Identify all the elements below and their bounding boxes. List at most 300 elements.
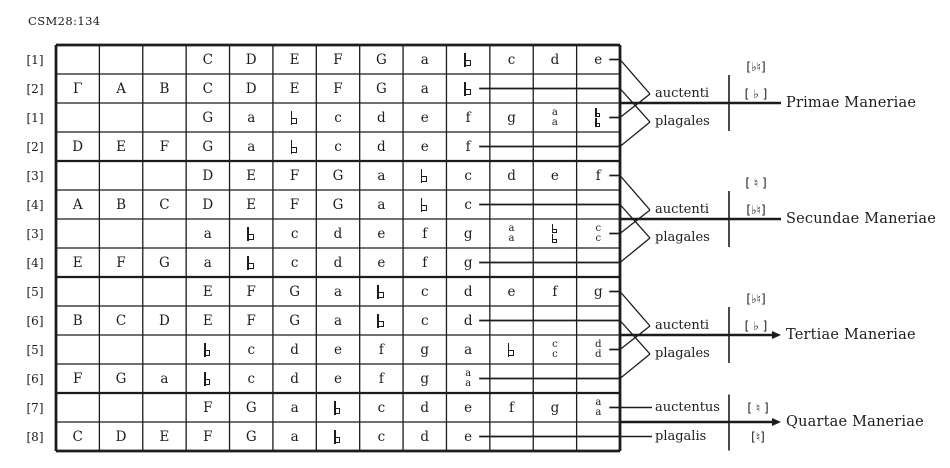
note-letter: a: [551, 117, 558, 128]
table-cell: [446, 393, 489, 422]
maneria-name: Quartae Maneriae: [786, 414, 924, 430]
square-b-glyph: [421, 169, 429, 183]
note-letter: f: [465, 138, 471, 155]
note-letter: e: [464, 428, 473, 445]
table-cell: [273, 393, 316, 422]
table-cell: [490, 45, 533, 74]
table-cell: [490, 219, 533, 248]
note-letter: c: [420, 312, 429, 329]
note-letter: d: [333, 254, 343, 271]
note-letter: G: [202, 138, 214, 155]
table-cell: [56, 74, 99, 103]
note-letter: F: [246, 283, 256, 300]
table-cell: [99, 364, 142, 393]
square-b-glyph: [291, 111, 299, 125]
note-letter: D: [115, 428, 127, 445]
note-letter: A: [72, 196, 83, 213]
table-cell: [230, 248, 273, 277]
note-letter: B: [159, 80, 170, 97]
table-cell: [186, 190, 229, 219]
chevron-line: [620, 321, 650, 355]
note-letter: c: [247, 341, 255, 358]
note-letter: F: [333, 80, 343, 97]
note-letter: a: [333, 283, 343, 300]
stacked-notes: [465, 369, 471, 388]
table-cell: [360, 306, 403, 335]
table-cell: [577, 277, 620, 306]
note-letter: g: [463, 254, 473, 271]
note-letter: F: [203, 399, 213, 416]
plagal-label: plagalis: [655, 428, 707, 444]
note-letter: a: [551, 107, 558, 118]
note-letter: D: [245, 51, 257, 68]
table-cell: [273, 306, 316, 335]
chevron-line: [620, 60, 650, 95]
table-cell: [143, 248, 186, 277]
square-b-glyph: [595, 118, 601, 127]
note-letter: D: [202, 167, 214, 184]
note-letter: a: [290, 399, 299, 416]
note-letter: E: [72, 254, 83, 271]
table-cell: [56, 132, 99, 161]
table-cell: [230, 364, 273, 393]
table-cell: [186, 45, 229, 74]
note-letter: c: [595, 233, 602, 244]
square-b-glyph: [464, 53, 472, 67]
note-letter: c: [420, 283, 429, 300]
table-cell: [99, 190, 142, 219]
note-letter: c: [247, 370, 255, 387]
note-letter: f: [595, 167, 601, 184]
accidental-top: [ ♮ ]: [745, 176, 767, 190]
table-cell: [186, 103, 229, 132]
square-b-glyph: [247, 256, 255, 270]
authentic-label: auctenti: [655, 202, 710, 217]
note-letter: E: [289, 51, 300, 68]
table-cell: [533, 277, 576, 306]
note-letter: c: [290, 254, 299, 271]
note-letter: a: [377, 196, 386, 213]
note-letter: G: [202, 109, 214, 126]
row-label: [2]: [26, 81, 44, 96]
table-cell: [403, 335, 446, 364]
square-b-glyph: [508, 343, 516, 357]
table-cell: [490, 161, 533, 190]
stacked-notes: [595, 224, 601, 243]
table-cell: [360, 335, 403, 364]
table-cell: [273, 219, 316, 248]
note-letter: d: [420, 399, 430, 416]
table-cell: [99, 132, 142, 161]
row-label: [5]: [26, 342, 44, 357]
note-letter: a: [420, 80, 429, 97]
table-cell: [56, 190, 99, 219]
table-cell: [446, 364, 489, 393]
row-label: [7]: [26, 400, 44, 415]
note-letter: F: [246, 312, 256, 329]
table-cell: [230, 219, 273, 248]
table-cell: [360, 422, 403, 451]
note-letter: a: [508, 223, 515, 234]
note-letter: d: [290, 370, 299, 387]
note-letter: f: [552, 283, 558, 300]
chevron-line: [620, 354, 650, 379]
note-letter: a: [464, 341, 473, 358]
square-b-glyph: [334, 401, 342, 415]
note-letter: c: [377, 428, 386, 445]
table-cell: [143, 190, 186, 219]
accidental-top: [♭♮]: [746, 292, 766, 306]
square-b-glyph: [421, 198, 429, 212]
note-letter: E: [246, 167, 257, 184]
note-letter: c: [334, 138, 342, 155]
note-letter: d: [333, 225, 343, 242]
table-cell: [360, 132, 403, 161]
row-label: [6]: [26, 313, 44, 328]
table-cell: [403, 364, 446, 393]
accidental-mid: [ ♭ ]: [744, 319, 768, 333]
note-letter: d: [420, 428, 430, 445]
table-cell: [446, 45, 489, 74]
table-cell: [273, 132, 316, 161]
note-letter: e: [333, 370, 342, 387]
note-letter: f: [465, 109, 471, 126]
table-cell: [360, 161, 403, 190]
table-cell: [186, 161, 229, 190]
note-letter: D: [245, 80, 257, 97]
note-letter: a: [420, 51, 429, 68]
note-letter: e: [594, 51, 603, 68]
square-b-glyph: [464, 82, 472, 96]
square-b-glyph: [291, 140, 299, 154]
table-cell: [186, 393, 229, 422]
authentic-label: auctenti: [655, 318, 710, 333]
table-cell: [360, 393, 403, 422]
note-letter: c: [377, 399, 386, 416]
table-cell: [186, 74, 229, 103]
table-cell: [360, 277, 403, 306]
row-label: [8]: [26, 429, 44, 444]
note-letter: a: [333, 312, 343, 329]
table-cell: [186, 277, 229, 306]
table-cell: [446, 103, 489, 132]
table-cell: [230, 103, 273, 132]
table-cell: [360, 103, 403, 132]
note-letter: G: [115, 370, 127, 387]
table-cell: [533, 219, 576, 248]
note-letter: c: [464, 167, 472, 184]
table-cell: [56, 306, 99, 335]
note-letter: f: [422, 254, 428, 271]
row-label: [4]: [26, 197, 44, 212]
row-label: [1]: [26, 52, 44, 67]
table-cell: [230, 161, 273, 190]
plagal-label: plagales: [655, 230, 710, 245]
table-cell: [273, 190, 316, 219]
note-letter: d: [463, 283, 473, 300]
note-letter: D: [159, 312, 170, 329]
table-cell: [273, 161, 316, 190]
table-cell: [230, 422, 273, 451]
table-cell: [316, 161, 359, 190]
table-cell: [360, 364, 403, 393]
note-letter: A: [116, 80, 126, 97]
square-b-glyph: [377, 285, 385, 299]
table-cell: [316, 393, 359, 422]
table-cell: [316, 277, 359, 306]
table-cell: [143, 132, 186, 161]
table-cell: [316, 132, 359, 161]
source-ref: CSM28:134: [28, 14, 101, 28]
table-cell: [230, 393, 273, 422]
table-cell: [446, 219, 489, 248]
stacked-notes: [552, 108, 558, 127]
table-cell: [230, 277, 273, 306]
table-cell: [186, 335, 229, 364]
note-letter: d: [550, 51, 560, 68]
table-cell: [56, 422, 99, 451]
note-letter: g: [593, 283, 603, 300]
note-letter: g: [507, 109, 516, 126]
table-cell: [273, 248, 316, 277]
table-cell: [577, 219, 620, 248]
note-letter: a: [203, 254, 212, 271]
note-letter: f: [378, 341, 384, 358]
square-b-glyph: [377, 314, 385, 328]
note-letter: G: [375, 51, 387, 68]
table-cell: [56, 248, 99, 277]
chevron-line: [620, 176, 650, 211]
stacked-notes: [552, 340, 558, 359]
table-cell: [490, 103, 533, 132]
square-b-glyph: [204, 372, 212, 386]
table-cell: [230, 306, 273, 335]
table-cell: [446, 277, 489, 306]
table-cell: [446, 132, 489, 161]
table-cell: [230, 190, 273, 219]
accidental-mid: [♭♮]: [746, 203, 766, 217]
table-cell: [273, 45, 316, 74]
note-letter: C: [72, 428, 83, 445]
table-cell: [446, 422, 489, 451]
note-letter: B: [72, 312, 83, 329]
square-b-glyph: [552, 234, 558, 243]
table-cell: [403, 219, 446, 248]
note-letter: E: [116, 138, 126, 155]
table-cell: [577, 335, 620, 364]
table-cell: [316, 45, 359, 74]
accidental-top: [ ♮ ]: [747, 400, 769, 415]
chevron-line: [620, 238, 650, 263]
note-letter: c: [595, 223, 602, 234]
table-cell: [99, 422, 142, 451]
note-letter: e: [507, 283, 516, 300]
table-cell: [230, 74, 273, 103]
chevron-line: [620, 205, 650, 239]
table-cell: [403, 132, 446, 161]
note-letter: F: [73, 370, 83, 387]
table-cell: [316, 335, 359, 364]
table-cell: [273, 335, 316, 364]
table-cell: [360, 248, 403, 277]
stacked-notes: [595, 108, 601, 127]
note-letter: a: [465, 378, 472, 389]
table-cell: [533, 393, 576, 422]
maneria-name: Secundae Maneriae: [786, 211, 937, 227]
note-letter: G: [289, 312, 300, 329]
table-cell: [273, 74, 316, 103]
note-letter: d: [290, 341, 299, 358]
note-letter: a: [595, 397, 602, 408]
table-cell: [273, 422, 316, 451]
table-cell: [403, 306, 446, 335]
table-cell: [533, 335, 576, 364]
table-cell: [490, 277, 533, 306]
note-letter: D: [202, 196, 214, 213]
note-letter: a: [203, 225, 212, 242]
note-letter: a: [290, 428, 299, 445]
table-cell: [99, 306, 142, 335]
note-letter: e: [420, 109, 429, 126]
note-letter: c: [552, 349, 558, 360]
row-label: [2]: [26, 139, 44, 154]
table-cell: [446, 248, 489, 277]
table-cell: [99, 74, 142, 103]
table-cell: [403, 393, 446, 422]
table-cell: [403, 103, 446, 132]
note-letter: a: [160, 370, 169, 387]
note-letter: G: [245, 428, 257, 445]
table-cell: [446, 306, 489, 335]
note-letter: F: [289, 196, 300, 213]
note-letter: f: [509, 399, 515, 416]
table-cell: [316, 422, 359, 451]
stacked-notes: [595, 340, 601, 359]
note-letter: G: [332, 167, 344, 184]
table-cell: [186, 248, 229, 277]
square-b-glyph: [334, 430, 342, 444]
stacked-notes: [595, 398, 601, 417]
note-letter: g: [550, 399, 560, 416]
table-cell: [403, 422, 446, 451]
row-label: [1]: [26, 110, 44, 125]
table-cell: [316, 103, 359, 132]
table-cell: [316, 306, 359, 335]
table-cell: [446, 74, 489, 103]
row-label: [3]: [26, 226, 44, 241]
table-cell: [230, 45, 273, 74]
table-cell: [273, 277, 316, 306]
note-letter: e: [464, 399, 473, 416]
maneria-name: Tertiae Maneriae: [786, 327, 916, 343]
note-letter: E: [202, 283, 213, 300]
note-letter: c: [290, 225, 299, 242]
chevron-line: [620, 122, 650, 147]
note-letter: F: [116, 254, 126, 271]
table-cell: [186, 219, 229, 248]
table-cell: [230, 132, 273, 161]
note-letter: G: [289, 283, 300, 300]
note-letter: G: [159, 254, 170, 271]
note-letter: C: [115, 312, 127, 329]
plagal-label: plagales: [655, 346, 710, 361]
note-letter: e: [550, 167, 559, 184]
note-letter: a: [377, 167, 386, 184]
table-cell: [403, 161, 446, 190]
note-letter: G: [332, 196, 344, 213]
note-letter: d: [507, 167, 516, 184]
table-cell: [490, 335, 533, 364]
note-letter: Γ: [73, 80, 83, 97]
note-letter: E: [159, 428, 170, 445]
note-letter: d: [377, 138, 386, 155]
note-letter: g: [420, 341, 430, 358]
note-letter: d: [463, 312, 473, 329]
square-b-glyph: [595, 108, 601, 117]
note-letter: d: [595, 339, 602, 350]
note-letter: G: [375, 80, 387, 97]
note-letter: C: [159, 196, 170, 213]
table-cell: [577, 161, 620, 190]
chevron-line: [620, 292, 650, 327]
note-letter: F: [289, 167, 300, 184]
note-letter: d: [377, 109, 386, 126]
table-cell: [403, 277, 446, 306]
note-letter: a: [508, 233, 515, 244]
row-label: [4]: [26, 255, 44, 270]
chevron-line: [620, 89, 650, 123]
accidental-mid: [ ♭ ]: [744, 87, 768, 101]
table-cell: [143, 306, 186, 335]
table-cell: [577, 103, 620, 132]
note-letter: D: [72, 138, 84, 155]
table-cell: [316, 248, 359, 277]
authentic-label: auctentus: [655, 399, 720, 415]
table-cell: [446, 190, 489, 219]
note-letter: G: [245, 399, 257, 416]
note-letter: f: [378, 370, 384, 387]
table-cell: [273, 364, 316, 393]
table-cell: [403, 45, 446, 74]
table-cell: [577, 45, 620, 74]
row-label: [6]: [26, 371, 44, 386]
note-letter: d: [595, 349, 602, 360]
table-cell: [99, 248, 142, 277]
table-cell: [446, 335, 489, 364]
table-cell: [56, 364, 99, 393]
note-letter: e: [377, 254, 386, 271]
authentic-label: auctenti: [655, 86, 710, 101]
table-cell: [143, 422, 186, 451]
note-letter: a: [465, 368, 472, 379]
accidental-top: [♭♮]: [746, 60, 766, 74]
square-b-glyph: [204, 343, 212, 357]
table-cell: [316, 364, 359, 393]
note-letter: g: [463, 225, 473, 242]
note-letter: F: [159, 138, 170, 155]
stacked-notes: [509, 224, 515, 243]
table-cell: [446, 161, 489, 190]
note-letter: F: [203, 428, 213, 445]
table-cell: [360, 45, 403, 74]
note-letter: a: [247, 138, 256, 155]
plagal-label: plagales: [655, 114, 710, 129]
note-letter: F: [333, 51, 343, 68]
note-letter: E: [289, 80, 300, 97]
note-letter: c: [464, 196, 472, 213]
table-cell: [143, 74, 186, 103]
note-letter: B: [116, 196, 127, 213]
